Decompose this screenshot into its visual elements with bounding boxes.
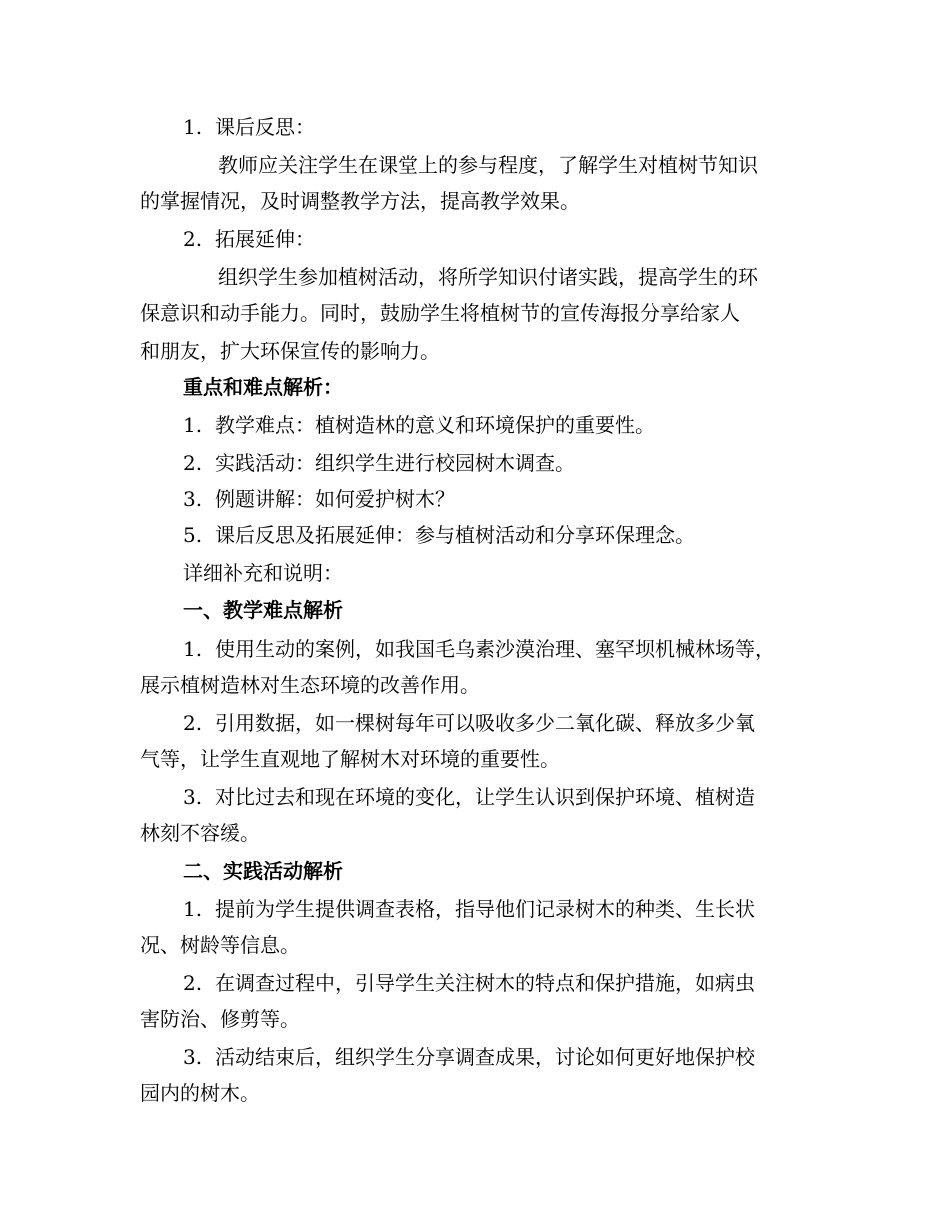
- list-number: 1.: [183, 115, 203, 139]
- list-number: 1.: [183, 413, 203, 437]
- paragraph-line: 害防治、修剪等。: [140, 1007, 300, 1031]
- supplement-label: 详细补充和说明：: [183, 561, 343, 585]
- list-number: 2.: [183, 451, 203, 475]
- list-item-text: 教学难点：植树造林的意义和环境保护的重要性。: [215, 413, 655, 437]
- paragraph-line: 林刻不容缓。: [140, 821, 260, 845]
- paragraph-line: 园内的树木。: [140, 1081, 260, 1105]
- list-number: 3.: [183, 785, 203, 809]
- paragraph-line: 的掌握情况，及时调整教学方法，提高教学效果。: [140, 189, 580, 213]
- paragraph-line: 和朋友，扩大环保宣传的影响力。: [140, 339, 440, 363]
- section-title: 课后反思：: [215, 115, 315, 139]
- paragraph-line: [183, 896, 755, 922]
- list-number: 1.: [183, 637, 203, 661]
- paragraph-line: [183, 1044, 755, 1070]
- paragraph-text: 提前为学生提供调查表格，指导他们记录树木的种类、生长状: [215, 897, 755, 921]
- part2-heading: 二、实践活动解析: [183, 859, 343, 883]
- paragraph-line: 组织学生参加植树活动，将所学知识付诸实践，提高学生的环: [218, 265, 758, 289]
- list-number: 2.: [183, 711, 203, 735]
- list-item-text: 课后反思及拓展延伸：参与植树活动和分享环保理念。: [215, 523, 695, 547]
- paragraph-text: 对比过去和现在环境的变化，让学生认识到保护环境、植树造: [215, 785, 755, 809]
- paragraph-line: 况、树龄等信息。: [140, 933, 300, 957]
- list-item: [183, 486, 455, 512]
- section-heading-reflection: [183, 114, 315, 140]
- section-heading-extension: [183, 226, 315, 252]
- paragraph-line: [183, 970, 755, 996]
- paragraph-text: 引用数据，如一棵树每年可以吸收多少二氧化碳、释放多少氧: [215, 711, 755, 735]
- paragraph-line: 气等，让学生直观地了解树木对环境的重要性。: [140, 747, 560, 771]
- paragraph-line: [183, 710, 755, 736]
- list-number: 3.: [183, 487, 203, 511]
- list-item-text: 例题讲解：如何爱护树木？: [215, 487, 455, 511]
- list-number: 3.: [183, 1045, 203, 1069]
- part1-heading: 一、教学难点解析: [183, 598, 343, 622]
- list-number: 2.: [183, 227, 203, 251]
- list-item-text: 实践活动：组织学生进行校园树木调查。: [215, 451, 575, 475]
- paragraph-text: 活动结束后，组织学生分享调查成果，讨论如何更好地保护校: [215, 1045, 755, 1069]
- list-number: 2.: [183, 971, 203, 995]
- paragraph-line: 展示植树造林对生态环境的改善作用。: [140, 673, 480, 697]
- list-number: 1.: [183, 897, 203, 921]
- list-item: [183, 412, 655, 438]
- key-points-heading: 重点和难点解析：: [183, 375, 343, 399]
- list-number: 5.: [183, 523, 203, 547]
- list-item: [183, 450, 575, 476]
- paragraph-text: 在调查过程中，引导学生关注树木的特点和保护措施，如病虫: [215, 971, 755, 995]
- list-item: [183, 522, 695, 548]
- paragraph-line: [183, 636, 775, 662]
- paragraph-text: 使用生动的案例，如我国毛乌素沙漠治理、塞罕坝机械林场等，: [215, 637, 775, 661]
- section-title: 拓展延伸：: [215, 227, 315, 251]
- paragraph-line: [183, 784, 755, 810]
- paragraph-line: 教师应关注学生在课堂上的参与程度，了解学生对植树节知识: [218, 153, 758, 177]
- paragraph-line: 保意识和动手能力。同时，鼓励学生将植树节的宣传海报分享给家人: [140, 301, 740, 325]
